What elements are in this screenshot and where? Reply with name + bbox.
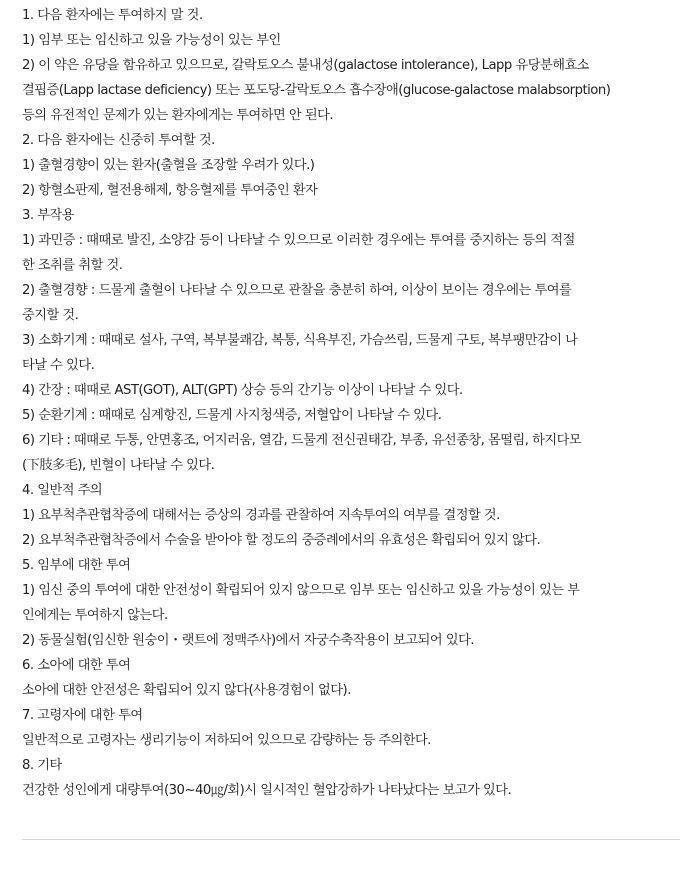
text-line: 5) 순환기계 : 때때로 심계항진, 드물게 사지청색증, 저혈압이 나타날 수 있다. xyxy=(22,408,442,423)
text-line: 1) 임부 또는 임신하고 있을 가능성이 있는 부인 xyxy=(22,33,281,48)
text-line: (下肢多毛), 빈혈이 나타날 수 있다. xyxy=(22,458,215,473)
text-line: 일반적으로 고령자는 생리기능이 저하되어 있으므로 감량하는 등 주의한다. xyxy=(22,733,431,748)
text-line: 결핍증(Lapp lactase deficiency) 또는 포도당-갈락토오스 흡수장애(glucose-galactose malabsorption) xyxy=(22,83,611,98)
text-line: 2) 이 약은 유당을 함유하고 있으므로, 갈락토오스 불내성(galactose intolerance), Lapp 유당분해효소 xyxy=(22,58,589,73)
text-line: 3) 소화기계 : 때때로 설사, 구역, 복부불쾌감, 복통, 식욕부진, 가슴쓰림, 드물게 구토, 복부팽만감이 나 xyxy=(22,333,578,348)
text-line: 중지할 것. xyxy=(22,308,79,323)
bottom-divider xyxy=(22,839,680,840)
text-line: 3. 부작용 xyxy=(22,208,74,223)
text-line: 1) 요부척추관협착증에 대해서는 증상의 경과를 관찰하여 지속투여의 여부를 결정할 것. xyxy=(22,508,500,523)
text-line: 6. 소아에 대한 투여 xyxy=(22,658,131,673)
text-line: 건강한 성인에게 대량투여(30~40㎍/회)시 일시적인 혈압강하가 나타났다는 보고가 있다. xyxy=(22,783,512,798)
document-body xyxy=(22,3,682,803)
text-line: 소아에 대한 안전성은 확립되어 있지 않다(사용경험이 없다). xyxy=(22,683,351,698)
text-line: 등의 유전적인 문제가 있는 환자에게는 투여하면 안 된다. xyxy=(22,108,334,123)
text-line: 타날 수 있다. xyxy=(22,358,95,373)
text-line: 한 조취를 취할 것. xyxy=(22,258,123,273)
text-line: 1) 임신 중의 투여에 대한 안전성이 확립되어 있지 않으므로 임부 또는 임신하고 있을 가능성이 있는 부 xyxy=(22,583,580,598)
text-line: 4) 간장 : 때때로 AST(GOT), ALT(GPT) 상승 등의 간기능 이상이 나타날 수 있다. xyxy=(22,383,463,398)
text-line: 2) 동물실험(임신한 원숭이・랫트에 정맥주사)에서 자궁수축작용이 보고되어 있다. xyxy=(22,633,475,648)
text-line: 2) 요부척추관협착증에서 수술을 받아야 할 정도의 중증례에서의 유효성은 확립되어 있지 않다. xyxy=(22,533,541,548)
text-line: 1) 과민증 : 때때로 발진, 소양감 등이 나타날 수 있으므로 이러한 경우에는 투여를 중지하는 등의 적절 xyxy=(22,233,575,248)
text-line: 7. 고령자에 대한 투여 xyxy=(22,708,143,723)
text-line: 인에게는 투여하지 않는다. xyxy=(22,608,168,623)
text-line: 6) 기타 : 때때로 두통, 안면홍조, 어지러움, 열감, 드물게 전신권태감, 부종, 유선종창, 몸떨림, 하지다모 xyxy=(22,433,582,448)
text-line: 1. 다음 환자에는 투여하지 말 것. xyxy=(22,8,203,23)
text-line: 1) 출혈경향이 있는 환자(출혈을 조장할 우려가 있다.) xyxy=(22,158,315,173)
text-line: 5. 임부에 대한 투여 xyxy=(22,558,131,573)
text-line: 2) 항혈소판제, 혈전용해제, 항응혈제를 투여중인 환자 xyxy=(22,183,318,198)
text-line: 8. 기타 xyxy=(22,758,62,773)
text-line: 2. 다음 환자에는 신중히 투여할 것. xyxy=(22,133,215,148)
text-line: 4. 일반적 주의 xyxy=(22,483,103,498)
text-line: 2) 출혈경향 : 드물게 출혈이 나타날 수 있으므로 관찰을 충분히 하여, 이상이 보이는 경우에는 투여를 xyxy=(22,283,572,298)
